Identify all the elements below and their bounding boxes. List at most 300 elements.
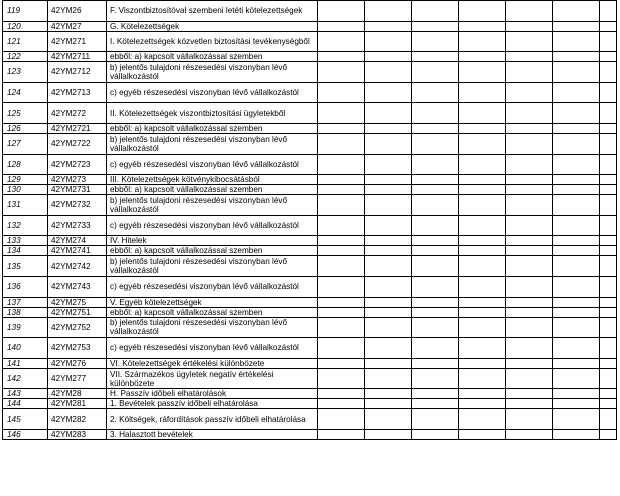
value-cell[interactable] [553, 307, 600, 317]
value-cell[interactable] [365, 123, 412, 133]
table-row [3, 175, 617, 185]
row-code: 42YM2721 [48, 123, 107, 133]
value-cell[interactable] [412, 123, 459, 133]
value-cell[interactable] [553, 236, 600, 246]
row-description: II. Kötelezettségek viszontbiztosítási ügyletekből [107, 103, 318, 124]
value-cell[interactable] [459, 1, 506, 22]
value-cell[interactable] [365, 338, 412, 359]
value-cell[interactable] [553, 133, 600, 154]
row-number: 133 [3, 236, 48, 246]
value-cell[interactable] [600, 429, 617, 439]
value-cell[interactable] [506, 429, 553, 439]
value-cell[interactable] [506, 21, 553, 31]
value-cell[interactable] [506, 246, 553, 256]
value-cell[interactable] [600, 409, 617, 430]
value-cell[interactable] [412, 154, 459, 175]
value-cell[interactable] [365, 358, 412, 368]
value-cell[interactable] [412, 195, 459, 216]
row-number: 127 [3, 133, 48, 154]
row-code: 42YM283 [48, 429, 107, 439]
value-cell[interactable] [365, 82, 412, 103]
value-cell[interactable] [318, 1, 365, 22]
value-cell[interactable] [600, 123, 617, 133]
row-description: c) egyéb részesedési viszonyban lévő vállalkozástól [107, 276, 318, 297]
value-cell[interactable] [318, 21, 365, 31]
value-cell[interactable] [459, 246, 506, 256]
value-cell[interactable] [412, 246, 459, 256]
table-row [3, 236, 617, 246]
row-code: 42YM271 [48, 31, 107, 52]
value-cell[interactable] [318, 338, 365, 359]
row-code: 42YM277 [48, 368, 107, 389]
value-cell[interactable] [412, 236, 459, 246]
value-cell[interactable] [506, 185, 553, 195]
row-number: 145 [3, 409, 48, 430]
row-description: VI. Kötelezettségek értékelési különbözete [107, 358, 318, 368]
value-cell[interactable] [459, 338, 506, 359]
value-cell[interactable] [553, 358, 600, 368]
value-cell[interactable] [365, 21, 412, 31]
value-cell[interactable] [412, 103, 459, 124]
row-number: 131 [3, 195, 48, 216]
value-cell[interactable] [553, 246, 600, 256]
value-cell[interactable] [412, 21, 459, 31]
value-cell[interactable] [553, 215, 600, 236]
value-cell[interactable] [459, 62, 506, 83]
value-cell[interactable] [365, 246, 412, 256]
value-cell[interactable] [412, 62, 459, 83]
value-cell[interactable] [412, 215, 459, 236]
row-number: 139 [3, 317, 48, 338]
value-cell[interactable] [459, 185, 506, 195]
value-cell[interactable] [553, 389, 600, 399]
value-cell[interactable] [459, 154, 506, 175]
value-cell[interactable] [318, 276, 365, 297]
value-cell[interactable] [600, 215, 617, 236]
value-cell[interactable] [506, 409, 553, 430]
row-code: 42YM2723 [48, 154, 107, 175]
value-cell[interactable] [600, 368, 617, 389]
row-number: 146 [3, 429, 48, 439]
value-cell[interactable] [553, 338, 600, 359]
row-description: ebből: a) kapcsolt vállalkozással szemben [107, 185, 318, 195]
value-cell[interactable] [318, 175, 365, 185]
value-cell[interactable] [600, 246, 617, 256]
row-code: 42YM2713 [48, 82, 107, 103]
value-cell[interactable] [412, 358, 459, 368]
row-code: 42YM281 [48, 399, 107, 409]
value-cell[interactable] [459, 236, 506, 246]
value-cell[interactable] [506, 31, 553, 52]
value-cell[interactable] [506, 123, 553, 133]
value-cell[interactable] [365, 154, 412, 175]
value-cell[interactable] [600, 317, 617, 338]
value-cell[interactable] [459, 215, 506, 236]
table-row [3, 317, 617, 338]
value-cell[interactable] [600, 52, 617, 62]
value-cell[interactable] [600, 307, 617, 317]
value-cell[interactable] [318, 389, 365, 399]
row-description: G. Kötelezettségek [107, 21, 318, 31]
table-row [3, 338, 617, 359]
table-row [3, 103, 617, 124]
value-cell[interactable] [600, 399, 617, 409]
value-cell[interactable] [459, 123, 506, 133]
row-number: 124 [3, 82, 48, 103]
value-cell[interactable] [459, 429, 506, 439]
value-cell[interactable] [318, 195, 365, 216]
value-cell[interactable] [318, 368, 365, 389]
value-cell[interactable] [553, 52, 600, 62]
table-row [3, 256, 617, 277]
row-description: b) jelentős tulajdoni részesedési viszonyban lévő vállalkozástól [107, 133, 318, 154]
row-description: ebből: a) kapcsolt vállalkozással szemben [107, 307, 318, 317]
value-cell[interactable] [553, 82, 600, 103]
row-number: 132 [3, 215, 48, 236]
value-cell[interactable] [506, 103, 553, 124]
value-cell[interactable] [318, 409, 365, 430]
value-cell[interactable] [365, 256, 412, 277]
row-code: 42YM272 [48, 103, 107, 124]
table-row [3, 409, 617, 430]
row-number: 123 [3, 62, 48, 83]
value-cell[interactable] [506, 276, 553, 297]
value-cell[interactable] [506, 256, 553, 277]
value-cell[interactable] [553, 62, 600, 83]
table-row [3, 215, 617, 236]
value-cell[interactable] [459, 399, 506, 409]
row-code: 42YM2752 [48, 317, 107, 338]
value-cell[interactable] [365, 236, 412, 246]
value-cell[interactable] [506, 236, 553, 246]
row-description: b) jelentős tulajdoni részesedési viszonyban lévő vállalkozástól [107, 256, 318, 277]
value-cell[interactable] [412, 256, 459, 277]
value-cell[interactable] [459, 256, 506, 277]
value-cell[interactable] [365, 133, 412, 154]
value-cell[interactable] [318, 154, 365, 175]
table-row [3, 429, 617, 439]
row-code: 42YM26 [48, 1, 107, 22]
value-cell[interactable] [365, 429, 412, 439]
value-cell[interactable] [459, 31, 506, 52]
value-cell[interactable] [412, 133, 459, 154]
row-description: 1. Bevételek passzív időbeli elhatárolása [107, 399, 318, 409]
value-cell[interactable] [318, 103, 365, 124]
table-row [3, 1, 617, 22]
row-code: 42YM275 [48, 297, 107, 307]
value-cell[interactable] [412, 1, 459, 22]
row-description: F. Viszontbiztosítóval szembeni letéti kötelezettségek [107, 1, 318, 22]
value-cell[interactable] [600, 276, 617, 297]
value-cell[interactable] [553, 185, 600, 195]
row-number: 136 [3, 276, 48, 297]
row-description: c) egyéb részesedési viszonyban lévő vállalkozástól [107, 82, 318, 103]
value-cell[interactable] [365, 175, 412, 185]
value-cell[interactable] [318, 82, 365, 103]
value-cell[interactable] [506, 82, 553, 103]
row-code: 42YM276 [48, 358, 107, 368]
value-cell[interactable] [318, 317, 365, 338]
value-cell[interactable] [506, 399, 553, 409]
value-cell[interactable] [318, 399, 365, 409]
row-description: IV. Hitelek [107, 236, 318, 246]
value-cell[interactable] [506, 215, 553, 236]
row-code: 42YM2722 [48, 133, 107, 154]
value-cell[interactable] [412, 399, 459, 409]
row-number: 125 [3, 103, 48, 124]
value-cell[interactable] [365, 276, 412, 297]
row-description: III. Kötelezettségek kötvénykibocsátásból [107, 175, 318, 185]
value-cell[interactable] [553, 195, 600, 216]
value-cell[interactable] [365, 409, 412, 430]
row-number: 126 [3, 123, 48, 133]
value-cell[interactable] [600, 133, 617, 154]
value-cell[interactable] [412, 338, 459, 359]
value-cell[interactable] [600, 358, 617, 368]
row-code: 42YM2733 [48, 215, 107, 236]
table-row [3, 358, 617, 368]
value-cell[interactable] [459, 389, 506, 399]
row-code: 42YM2731 [48, 185, 107, 195]
row-number: 144 [3, 399, 48, 409]
value-cell[interactable] [459, 317, 506, 338]
value-cell[interactable] [412, 52, 459, 62]
value-cell[interactable] [600, 103, 617, 124]
row-number: 121 [3, 31, 48, 52]
table-row [3, 185, 617, 195]
value-cell[interactable] [412, 317, 459, 338]
value-cell[interactable] [600, 31, 617, 52]
value-cell[interactable] [412, 389, 459, 399]
value-cell[interactable] [553, 21, 600, 31]
row-code: 42YM2712 [48, 62, 107, 83]
row-description: c) egyéb részesedési viszonyban lévő vállalkozástól [107, 154, 318, 175]
value-cell[interactable] [506, 133, 553, 154]
value-cell[interactable] [365, 195, 412, 216]
value-cell[interactable] [459, 21, 506, 31]
row-description: V. Egyéb kötelezettségek [107, 297, 318, 307]
row-description: H. Passzív időbeli elhatárolások [107, 389, 318, 399]
value-cell[interactable] [600, 154, 617, 175]
value-cell[interactable] [365, 185, 412, 195]
value-cell[interactable] [412, 409, 459, 430]
value-cell[interactable] [553, 103, 600, 124]
value-cell[interactable] [365, 368, 412, 389]
row-number: 128 [3, 154, 48, 175]
value-cell[interactable] [412, 185, 459, 195]
value-cell[interactable] [318, 62, 365, 83]
value-cell[interactable] [318, 297, 365, 307]
value-cell[interactable] [365, 389, 412, 399]
row-description: b) jelentős tulajdoni részesedési viszonyban lévő vállalkozástól [107, 317, 318, 338]
table-row [3, 123, 617, 133]
value-cell[interactable] [412, 429, 459, 439]
row-number: 130 [3, 185, 48, 195]
value-cell[interactable] [365, 215, 412, 236]
value-cell[interactable] [600, 236, 617, 246]
value-cell[interactable] [365, 62, 412, 83]
value-cell[interactable] [365, 1, 412, 22]
value-cell[interactable] [459, 133, 506, 154]
value-cell[interactable] [600, 175, 617, 185]
value-cell[interactable] [318, 52, 365, 62]
row-number: 137 [3, 297, 48, 307]
table-row [3, 154, 617, 175]
value-cell[interactable] [318, 256, 365, 277]
value-cell[interactable] [412, 31, 459, 52]
value-cell[interactable] [506, 307, 553, 317]
table-row [3, 276, 617, 297]
table-row [3, 52, 617, 62]
value-cell[interactable] [365, 307, 412, 317]
value-cell[interactable] [318, 133, 365, 154]
row-number: 138 [3, 307, 48, 317]
row-number: 135 [3, 256, 48, 277]
report-table-body [3, 1, 617, 440]
value-cell[interactable] [412, 82, 459, 103]
row-description: I. Kötelezettségek közvetlen biztosítási tevékenységből [107, 31, 318, 52]
row-number: 143 [3, 389, 48, 399]
value-cell[interactable] [600, 256, 617, 277]
value-cell[interactable] [600, 338, 617, 359]
row-description: VII. Származékos ügyletek negatív értékelési különbözete [107, 368, 318, 389]
value-cell[interactable] [600, 62, 617, 83]
value-cell[interactable] [459, 368, 506, 389]
value-cell[interactable] [553, 368, 600, 389]
value-cell[interactable] [318, 215, 365, 236]
value-cell[interactable] [553, 399, 600, 409]
value-cell[interactable] [459, 409, 506, 430]
table-row [3, 21, 617, 31]
value-cell[interactable] [365, 31, 412, 52]
value-cell[interactable] [600, 185, 617, 195]
value-cell[interactable] [459, 297, 506, 307]
value-cell[interactable] [553, 429, 600, 439]
value-cell[interactable] [365, 317, 412, 338]
table-row [3, 246, 617, 256]
value-cell[interactable] [506, 62, 553, 83]
value-cell[interactable] [412, 307, 459, 317]
row-description: 2. Költségek, ráfordítások passzív időbeli elhatárolása [107, 409, 318, 430]
row-code: 42YM2741 [48, 246, 107, 256]
value-cell[interactable] [506, 175, 553, 185]
row-description: b) jelentős tulajdoni részesedési viszonyban lévő vállalkozástól [107, 195, 318, 216]
value-cell[interactable] [459, 307, 506, 317]
value-cell[interactable] [506, 368, 553, 389]
value-cell[interactable] [506, 338, 553, 359]
table-row [3, 307, 617, 317]
value-cell[interactable] [318, 307, 365, 317]
value-cell[interactable] [459, 82, 506, 103]
value-cell[interactable] [553, 1, 600, 22]
table-row [3, 31, 617, 52]
value-cell[interactable] [553, 31, 600, 52]
value-cell[interactable] [459, 52, 506, 62]
value-cell[interactable] [459, 103, 506, 124]
row-number: 129 [3, 175, 48, 185]
value-cell[interactable] [506, 317, 553, 338]
value-cell[interactable] [459, 358, 506, 368]
value-cell[interactable] [600, 21, 617, 31]
value-cell[interactable] [553, 175, 600, 185]
value-cell[interactable] [506, 52, 553, 62]
table-row [3, 195, 617, 216]
row-code: 42YM2753 [48, 338, 107, 359]
table-row [3, 389, 617, 399]
table-row [3, 133, 617, 154]
value-cell[interactable] [318, 185, 365, 195]
value-cell[interactable] [506, 1, 553, 22]
row-number: 122 [3, 52, 48, 62]
value-cell[interactable] [600, 297, 617, 307]
row-number: 134 [3, 246, 48, 256]
value-cell[interactable] [553, 297, 600, 307]
row-code: 42YM2742 [48, 256, 107, 277]
value-cell[interactable] [365, 103, 412, 124]
value-cell[interactable] [365, 52, 412, 62]
value-cell[interactable] [318, 358, 365, 368]
value-cell[interactable] [506, 358, 553, 368]
value-cell[interactable] [459, 175, 506, 185]
value-cell[interactable] [553, 154, 600, 175]
row-number: 120 [3, 21, 48, 31]
value-cell[interactable] [600, 1, 617, 22]
row-code: 42YM2732 [48, 195, 107, 216]
row-code: 42YM28 [48, 389, 107, 399]
row-code: 42YM2711 [48, 52, 107, 62]
value-cell[interactable] [412, 276, 459, 297]
row-description: b) jelentős tulajdoni részesedési viszonyban lévő vállalkozástól [107, 62, 318, 83]
value-cell[interactable] [506, 389, 553, 399]
value-cell[interactable] [318, 123, 365, 133]
row-code: 42YM27 [48, 21, 107, 31]
value-cell[interactable] [412, 175, 459, 185]
value-cell[interactable] [506, 154, 553, 175]
value-cell[interactable] [318, 236, 365, 246]
value-cell[interactable] [553, 123, 600, 133]
value-cell[interactable] [553, 409, 600, 430]
table-row [3, 62, 617, 83]
value-cell[interactable] [412, 297, 459, 307]
value-cell[interactable] [553, 276, 600, 297]
value-cell[interactable] [459, 195, 506, 216]
value-cell[interactable] [553, 317, 600, 338]
value-cell[interactable] [459, 276, 506, 297]
row-code: 42YM2751 [48, 307, 107, 317]
table-row [3, 399, 617, 409]
value-cell[interactable] [412, 368, 459, 389]
value-cell[interactable] [318, 246, 365, 256]
value-cell[interactable] [600, 82, 617, 103]
row-number: 119 [3, 1, 48, 22]
table-row [3, 82, 617, 103]
row-description: ebből: a) kapcsolt vállalkozással szemben [107, 246, 318, 256]
row-description: ebből: a) kapcsolt vállalkozással szemben [107, 123, 318, 133]
value-cell[interactable] [600, 195, 617, 216]
value-cell[interactable] [365, 399, 412, 409]
value-cell[interactable] [318, 31, 365, 52]
value-cell[interactable] [553, 256, 600, 277]
row-code: 42YM282 [48, 409, 107, 430]
value-cell[interactable] [365, 297, 412, 307]
value-cell[interactable] [600, 389, 617, 399]
row-description: c) egyéb részesedési viszonyban lévő vállalkozástól [107, 338, 318, 359]
value-cell[interactable] [506, 297, 553, 307]
table-row [3, 368, 617, 389]
value-cell[interactable] [506, 195, 553, 216]
value-cell[interactable] [318, 429, 365, 439]
row-description: c) egyéb részesedési viszonyban lévő vállalkozástól [107, 215, 318, 236]
